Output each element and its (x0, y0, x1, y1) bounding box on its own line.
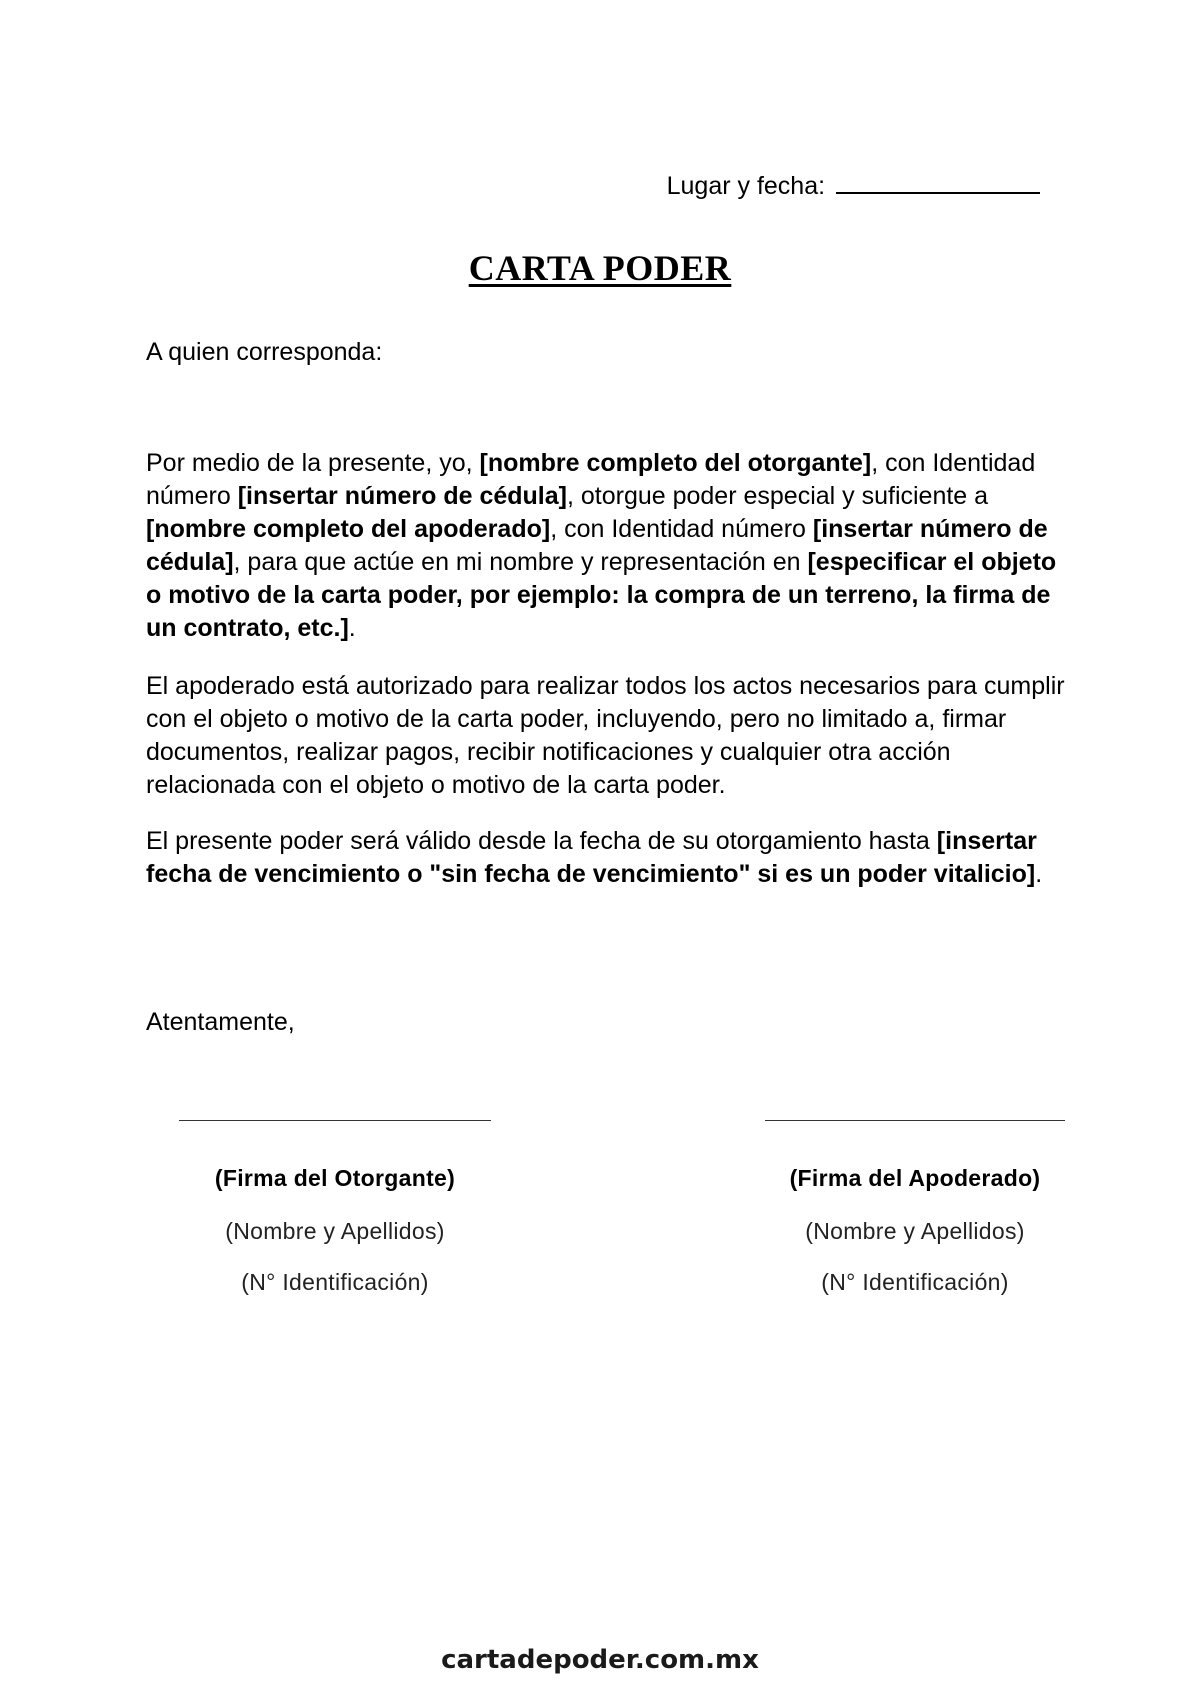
signature-block-grantor (165, 1120, 505, 1296)
paragraph-text: , con Identidad número (550, 515, 813, 543)
signature-line (765, 1120, 1065, 1121)
placeholder-purpose: [especificar el objeto o motivo de la carta poder, por ejemplo: la compra de un terreno, la firma de un contrato, etc.] (146, 548, 1057, 642)
placeholder-attorney-id: [insertar número de cédula] (146, 515, 1048, 576)
paragraph-text: , para que actúe en mi nombre y representación en (233, 548, 808, 576)
paragraph-validity (146, 825, 1071, 891)
placeholder-attorney-name: [nombre completo del apoderado] (146, 515, 551, 543)
signature-id-label: (N° Identificación) (241, 1269, 429, 1295)
paragraph-text: , otorgue poder especial y suficiente a (566, 482, 989, 510)
date-blank-line (836, 170, 1040, 194)
paragraph-text: El presente poder será válido desde la fecha de su otorgamiento hasta (146, 827, 937, 855)
paragraph-grant-of-power (146, 447, 1071, 645)
date-label: Lugar y fecha: (666, 172, 826, 200)
paragraph-text: . (348, 614, 356, 642)
document-title: CARTA PODER (468, 248, 732, 288)
closing: Atentamente, (146, 1008, 295, 1036)
signature-line (179, 1120, 491, 1121)
paragraph-authorization: El apoderado está autorizado para realizar todos los actos necesarios para cumplir con el objeto o motivo de la carta poder, incluyendo, pero no limitado a, firmar documentos, realizar pagos, recibir notificaciones y cualquier otra acción relacionada con el objeto o motivo de la carta poder. (146, 672, 1065, 799)
date-line (667, 170, 1040, 201)
footer-site-url: cartadepoder.com.mx (441, 1645, 759, 1675)
signature-name-label: (Nombre y Apellidos) (225, 1218, 445, 1244)
signature-block-attorney (745, 1120, 1085, 1296)
signature-name-label: (Nombre y Apellidos) (805, 1218, 1025, 1244)
placeholder-grantor-name: [nombre completo del otorgante] (479, 449, 872, 477)
placeholder-grantor-id: [insertar número de cédula] (237, 482, 567, 510)
paragraph-text: Por medio de la presente, yo, (146, 449, 480, 477)
paragraph-text: , con Identidad número (146, 449, 1036, 510)
signature-role: (Firma del Apoderado) (789, 1165, 1041, 1191)
placeholder-expiry-date: [insertar fecha de vencimiento o "sin fecha de vencimiento" si es un poder vitalicio] (146, 827, 1037, 888)
salutation: A quien corresponda: (146, 338, 383, 366)
signature-id-label: (N° Identificación) (821, 1269, 1009, 1295)
paragraph-text: . (1035, 860, 1043, 888)
signature-role: (Firma del Otorgante) (214, 1165, 456, 1191)
